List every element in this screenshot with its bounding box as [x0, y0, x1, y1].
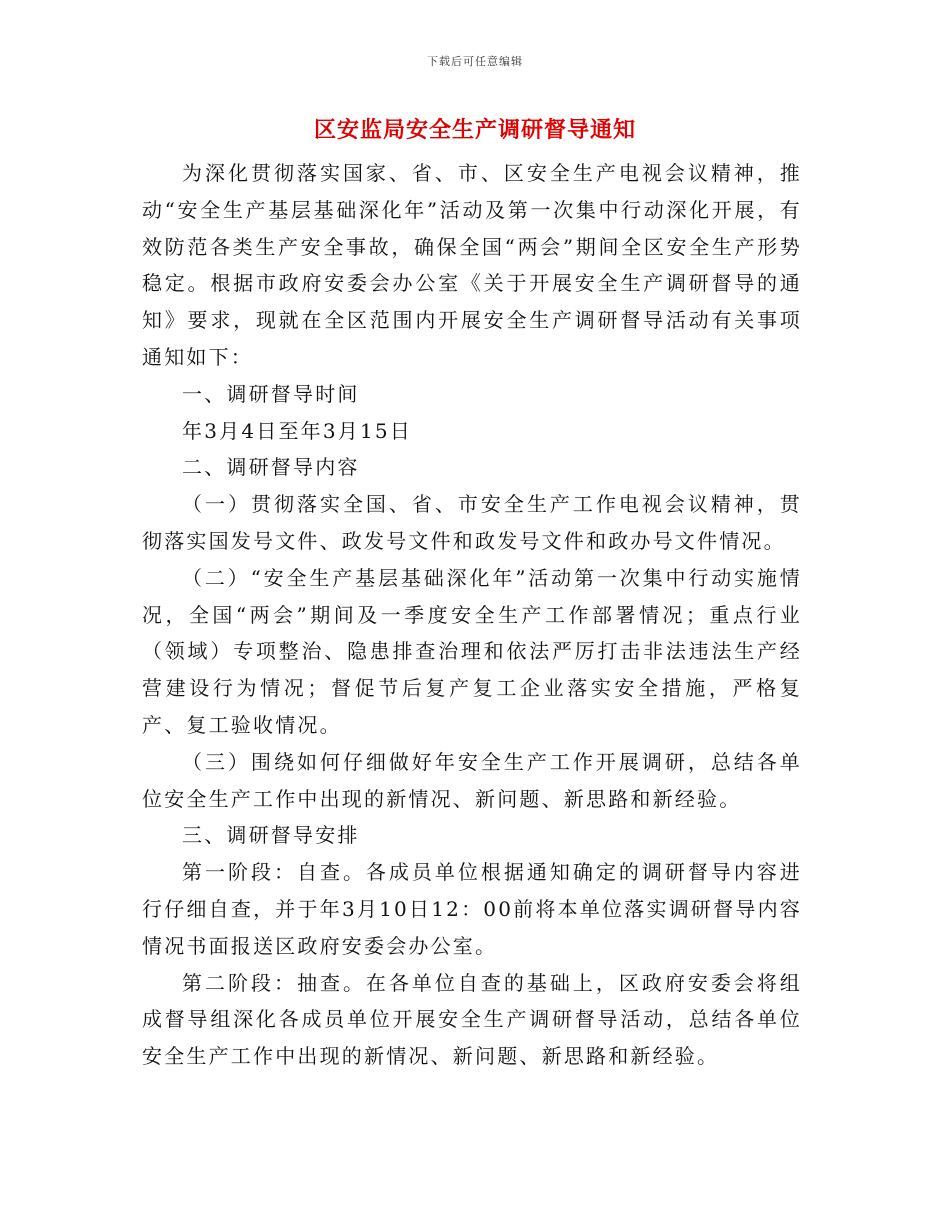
section-heading-time: 一、调研督导时间 [182, 381, 360, 406]
paragraph-intro: 为深化贯彻落实国家、省、市、区安全生产电视会议精神，推动“安全生产基层基础深化年”活动及第一次集中行动深化开展，有效防范各类生产安全事故，确保全国“两会”期间全区安全生产形势稳定。根据市政府安委会办公室《关于开展安全生产调研督导的通知》要求，现就在全区范围内开展安全生产调研督导活动有关事项通知如下： [142, 161, 802, 369]
document-title: 区安监局安全生产调研督导通知 [313, 118, 636, 143]
paragraph-time-range: 年3月4日至年3月15日 [182, 418, 413, 443]
document-body [142, 155, 802, 1075]
section-heading-arrangement: 三、调研督导安排 [182, 823, 360, 848]
header-note: 下载后可任意编辑 [427, 55, 523, 68]
section-heading-content: 二、调研督导内容 [182, 455, 360, 480]
paragraph-stage-2: 第二阶段：抽查。在各单位自查的基础上，区政府安委会将组成督导组深化各成员单位开展安全生产调研督导活动，总结各单位安全生产工作中出现的新情况、新问题、新思路和新经验。 [142, 970, 802, 1069]
paragraph-stage-1: 第一阶段：自查。各成员单位根据通知确定的调研督导内容进行仔细自查，并于年3月10日12：00前将本单位落实调研督导内容情况书面报送区政府安委会办公室。 [142, 860, 802, 958]
paragraph-content-1: （一）贯彻落实全国、省、市安全生产工作电视会议精神，贯彻落实国发号文件、政发号文件和政发号文件和政办号文件情况。 [142, 492, 802, 553]
paragraph-content-2: （二）“安全生产基层基础深化年”活动第一次集中行动实施情况，全国“两会”期间及一季度安全生产工作部署情况；重点行业（领域）专项整治、隐患排查治理和依法严厉打击非法违法生产经营建设行为情况；督促节后复产复工企业落实安全措施，严格复产、复工验收情况。 [142, 565, 802, 737]
paragraph-content-3: （三）围绕如何仔细做好年安全生产工作开展调研，总结各单位安全生产工作中出现的新情况、新问题、新思路和新经验。 [142, 749, 802, 811]
